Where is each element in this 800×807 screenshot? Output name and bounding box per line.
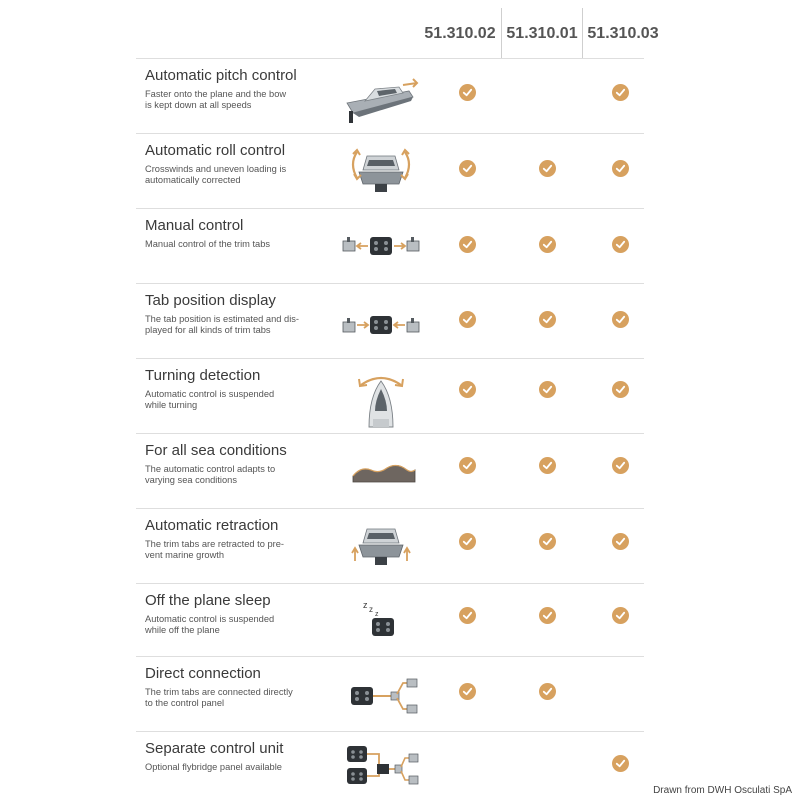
feature-title: Manual control [145,217,244,234]
check-icon [539,457,556,474]
check-icon [539,533,556,550]
feature-title: Separate control unit [145,740,284,757]
check-icon [539,683,556,700]
svg-text:z: z [375,611,379,618]
feature-description: Optional flybridge panel available [145,762,282,772]
boat-turning-icon [339,363,423,429]
check-icon [612,533,629,550]
check-icon [459,160,476,177]
check-icon [539,236,556,253]
check-icon [459,683,476,700]
tab-position-display-icon [339,288,423,354]
feature-title: For all sea conditions [145,442,287,459]
boat-side-pitch-icon [339,63,423,129]
boat-stern-roll-icon [339,138,423,204]
feature-title: Direct connection [145,665,261,682]
sleep-panel-icon [339,588,423,654]
feature-title: Turning detection [145,367,261,384]
direct-connection-icon [339,661,423,727]
feature-description: The tab position is estimated and dis- played for all kinds of trim tabs [145,314,299,335]
column-header: 51.310.01 [506,24,578,42]
feature-title: Automatic retraction [145,517,279,534]
check-icon [612,84,629,101]
feature-row [136,433,644,509]
feature-row [136,583,644,659]
feature-description: Automatic control is suspended while turning [145,389,275,410]
column-header: 51.310.02 [424,24,496,42]
check-icon [539,607,556,624]
feature-row [136,58,644,134]
feature-title: Automatic pitch control [145,67,297,84]
feature-description: Manual control of the trim tabs [145,239,271,249]
feature-row [136,208,644,284]
feature-row [136,508,644,584]
check-icon [459,84,476,101]
feature-row [136,358,644,434]
check-icon [612,755,629,772]
check-icon [612,160,629,177]
check-icon [612,607,629,624]
feature-description: Faster onto the plane and the bow is kept down at all speeds [145,89,287,110]
check-icon [539,160,556,177]
check-icon [539,311,556,328]
feature-row [136,731,644,807]
image-credit: Drawn from DWH Osculati SpA [653,785,792,796]
check-icon [539,381,556,398]
feature-row [136,283,644,359]
svg-text:z: z [369,605,373,614]
check-icon [612,457,629,474]
check-icon [459,607,476,624]
boat-retraction-icon [339,513,423,579]
check-icon [612,381,629,398]
check-icon [459,381,476,398]
control-panel-trim-tabs-icon [339,213,423,279]
feature-row [136,133,644,209]
feature-description: Crosswinds and uneven loading is automatically corrected [145,164,287,185]
waves-icon [339,438,423,504]
feature-row [136,656,644,732]
check-icon [459,457,476,474]
column-header: 51.310.03 [587,24,659,42]
check-icon [612,311,629,328]
feature-description: Automatic control is suspended while off the plane [145,614,275,635]
separate-control-unit-icon [339,736,423,802]
feature-description: The trim tabs are connected directly to the control panel [145,687,293,708]
check-icon [459,533,476,550]
feature-title: Tab position display [145,292,276,309]
feature-description: The trim tabs are retracted to pre- vent marine growth [145,539,284,560]
check-icon [612,236,629,253]
check-icon [459,311,476,328]
check-icon [459,236,476,253]
feature-title: Off the plane sleep [145,592,271,609]
svg-text:z: z [363,600,368,610]
feature-description: The automatic control adapts to varying sea conditions [145,464,276,485]
feature-title: Automatic roll control [145,142,286,159]
